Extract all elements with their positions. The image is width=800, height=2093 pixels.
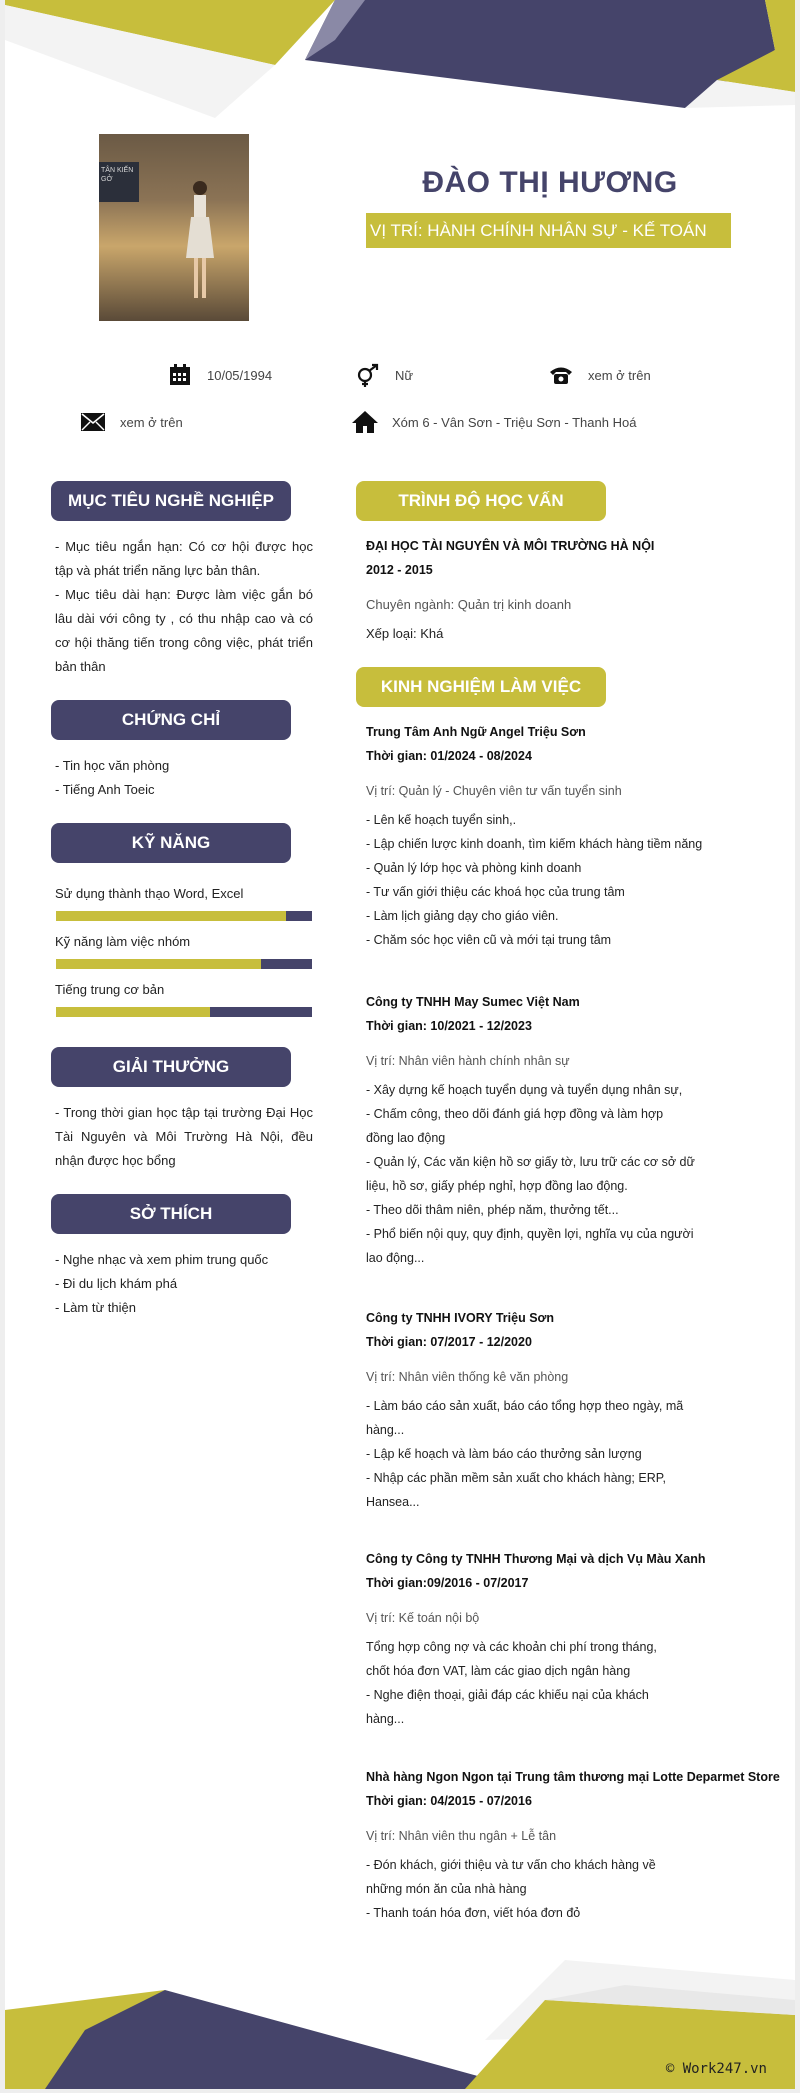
job-position: Vị trí: Nhân viên thống kê văn phòng — [366, 1370, 569, 1384]
objective-text — [55, 535, 313, 679]
info-birthday — [167, 364, 272, 386]
job-duty: liệu, hồ sơ, giấy phép nghỉ, hợp đồng lao động. — [366, 1179, 628, 1193]
job-duty: - Quản lý, Các văn kiện hồ sơ giấy tờ, lưu trữ các cơ sở dữ — [366, 1155, 695, 1169]
education-period: 2012 - 2015 — [366, 563, 433, 577]
hobbies-list — [55, 1248, 313, 1320]
job-duty: - Chăm sóc học viên cũ và mới tại trung tâm — [366, 933, 612, 947]
skill-bar — [56, 1007, 312, 1017]
address-value: Xóm 6 - Vân Sơn - Triệu Sơn - Thanh Hoá — [392, 414, 637, 430]
job-duty: hàng... — [366, 1423, 405, 1437]
birthday-value: 10/05/1994 — [207, 367, 273, 383]
job-company: Công ty TNHH IVORY Triệu Sơn — [366, 1311, 555, 1325]
skill-bar — [56, 959, 312, 969]
phone-icon — [548, 364, 574, 386]
job-duty: - Quản lý lớp học và phòng kinh doanh — [366, 861, 582, 875]
objective-heading: MỤC TIÊU NGHỀ NGHIỆP — [51, 481, 291, 521]
email-value: xem ở trên — [120, 414, 183, 430]
job-period: Thời gian: 10/2021 - 12/2023 — [366, 1019, 532, 1033]
skill-label: Sử dụng thành thạo Word, Excel — [55, 886, 244, 901]
certificate-item: - Tin học văn phòng — [55, 758, 170, 773]
job-duty: - Thanh toán hóa đơn, viết hóa đơn đỏ — [366, 1906, 581, 1920]
skill-bar-fill — [56, 911, 286, 921]
awards-heading: GIẢI THƯỞNG — [51, 1047, 291, 1087]
job-period: Thời gian: 04/2015 - 07/2016 — [366, 1794, 532, 1808]
info-gender — [355, 364, 413, 386]
job-duty: lao động... — [366, 1251, 425, 1265]
skill-bar-fill — [56, 959, 261, 969]
job-period: Thời gian:09/2016 - 07/2017 — [366, 1576, 529, 1590]
certificate-item: - Tiếng Anh Toeic — [55, 782, 155, 797]
job-duty: - Đón khách, giới thiệu và tư vấn cho khách hàng về — [366, 1858, 656, 1872]
job-position: Vị trí: Nhân viên thu ngân + Lễ tân — [366, 1829, 557, 1843]
education-major: Chuyên ngành: Quản trị kinh doanh — [366, 597, 572, 612]
candidate-name: ĐÀO THỊ HƯƠNG — [422, 166, 678, 199]
job-duty: - Phổ biến nội quy, quy định, quyền lợi, nghĩa vụ của người — [366, 1227, 694, 1241]
calendar-icon — [167, 364, 193, 386]
objective-line: - Mục tiêu dài hạn: Được làm việc gắn bó lâu dài với công ty , có thu nhập cao và có cơ hội thăng tiến trong công việc, phát triển bản thân — [55, 587, 313, 674]
job-company: Nhà hàng Ngon Ngon tại Trung tâm thương mại Lotte Deparmet Store — [366, 1770, 780, 1784]
job-duty: - Lập kế hoạch và làm báo cáo thưởng sản lượng — [366, 1447, 642, 1461]
skills-heading: KỸ NĂNG — [51, 823, 291, 863]
skill-bar — [56, 911, 312, 921]
certificates-list — [55, 754, 313, 802]
objective-line: - Mục tiêu ngắn hạn: Có cơ hội được học tập và phát triển năng lực bản thân. — [55, 539, 313, 578]
job-duty: - Xây dựng kế hoạch tuyển dụng và tuyển dụng nhân sự, — [366, 1083, 683, 1097]
hobby-item: - Làm từ thiện — [55, 1300, 136, 1315]
email-icon — [80, 411, 106, 433]
job-duty: Hansea... — [366, 1495, 420, 1509]
job-duty: - Theo dõi thâm niên, phép năm, thưởng tết... — [366, 1203, 619, 1217]
skill-label: Tiếng trung cơ bản — [55, 982, 165, 997]
info-phone — [548, 364, 651, 386]
job-duty: hàng... — [366, 1712, 405, 1726]
job-duty: - Nghe điện thoại, giải đáp các khiếu nại của khách — [366, 1688, 649, 1702]
job-company: Trung Tâm Anh Ngữ Angel Triệu Sơn — [366, 725, 586, 739]
job-company: Công ty TNHH May Sumec Việt Nam — [366, 995, 580, 1009]
job-period: Thời gian: 01/2024 - 08/2024 — [366, 749, 532, 763]
person-figure — [185, 178, 215, 303]
job-duty: - Tư vấn giới thiệu các khoá học của trung tâm — [366, 885, 625, 899]
home-icon — [352, 411, 378, 433]
job-duty: đồng lao động — [366, 1131, 446, 1145]
job-entry — [366, 1306, 786, 1514]
gender-value: Nữ — [395, 367, 414, 383]
hobby-item: - Nghe nhạc và xem phim trung quốc — [55, 1252, 269, 1267]
gender-icon — [355, 364, 381, 386]
certificates-heading: CHỨNG CHỈ — [51, 700, 291, 740]
awards-text: - Trong thời gian học tập tại trường Đại Học Tài Nguyên và Môi Trường Hà Nội, đều nhận được học bổng — [55, 1105, 313, 1168]
job-duty: - Lập chiến lược kinh doanh, tìm kiếm khách hàng tiềm năng — [366, 837, 703, 851]
skill-bar-fill — [56, 1007, 210, 1017]
profile-photo — [99, 134, 249, 321]
phone-value: xem ở trên — [588, 367, 651, 383]
job-entry — [366, 1547, 786, 1731]
hobby-item: - Đi du lịch khám phá — [55, 1276, 178, 1291]
education-rank: Xếp loại: Khá — [366, 626, 444, 641]
job-company: Công ty Công ty TNHH Thương Mại và dịch Vụ Màu Xanh — [366, 1552, 706, 1566]
skill-label: Kỹ năng làm việc nhóm — [55, 934, 191, 949]
education-school: ĐẠI HỌC TÀI NGUYÊN VÀ MÔI TRƯỜNG HÀ NỘI — [366, 539, 655, 553]
job-duty: những món ăn của nhà hàng — [366, 1882, 527, 1896]
job-duty: - Nhập các phần mềm sản xuất cho khách hàng; ERP, — [366, 1471, 666, 1485]
job-duty: Tổng hợp công nợ và các khoản chi phí trong tháng, — [366, 1640, 657, 1654]
header-decoration — [5, 0, 795, 130]
job-entry — [366, 1765, 795, 1925]
job-entry — [366, 720, 786, 952]
education-heading: TRÌNH ĐỘ HỌC VẤN — [356, 481, 606, 521]
hobbies-heading: SỞ THÍCH — [51, 1194, 291, 1234]
photo-sign: TÂN KIẾN GỞ — [99, 162, 139, 202]
info-address — [352, 411, 636, 433]
job-position: Vị trí: Quản lý - Chuyên viên tư vấn tuyển sinh — [366, 784, 622, 798]
job-position: Vị trí: Kế toán nội bộ — [366, 1611, 480, 1625]
job-position: Vị trí: Nhân viên hành chính nhân sự — [366, 1054, 570, 1068]
experience-heading: KINH NGHIỆM LÀM VIỆC — [356, 667, 606, 707]
cv-page — [5, 0, 795, 2089]
candidate-role: VỊ TRÍ: HÀNH CHÍNH NHÂN SỰ - KẾ TOÁN — [366, 213, 731, 248]
job-duty: - Làm lịch giảng dạy cho giáo viên. — [366, 909, 559, 923]
job-duty: - Làm báo cáo sản xuất, báo cáo tổng hợp theo ngày, mã — [366, 1399, 684, 1413]
job-entry — [366, 990, 786, 1270]
job-duty: - Chấm công, theo dõi đánh giá hợp đồng và làm hợp — [366, 1107, 664, 1121]
info-email — [80, 411, 183, 433]
job-duty: chốt hóa đơn VAT, làm các giao dịch ngân hàng — [366, 1664, 631, 1678]
job-period: Thời gian: 07/2017 - 12/2020 — [366, 1335, 532, 1349]
job-duty: - Lên kế hoạch tuyển sinh,. — [366, 813, 517, 827]
footer-brand: © Work247.vn — [665, 2061, 767, 2077]
